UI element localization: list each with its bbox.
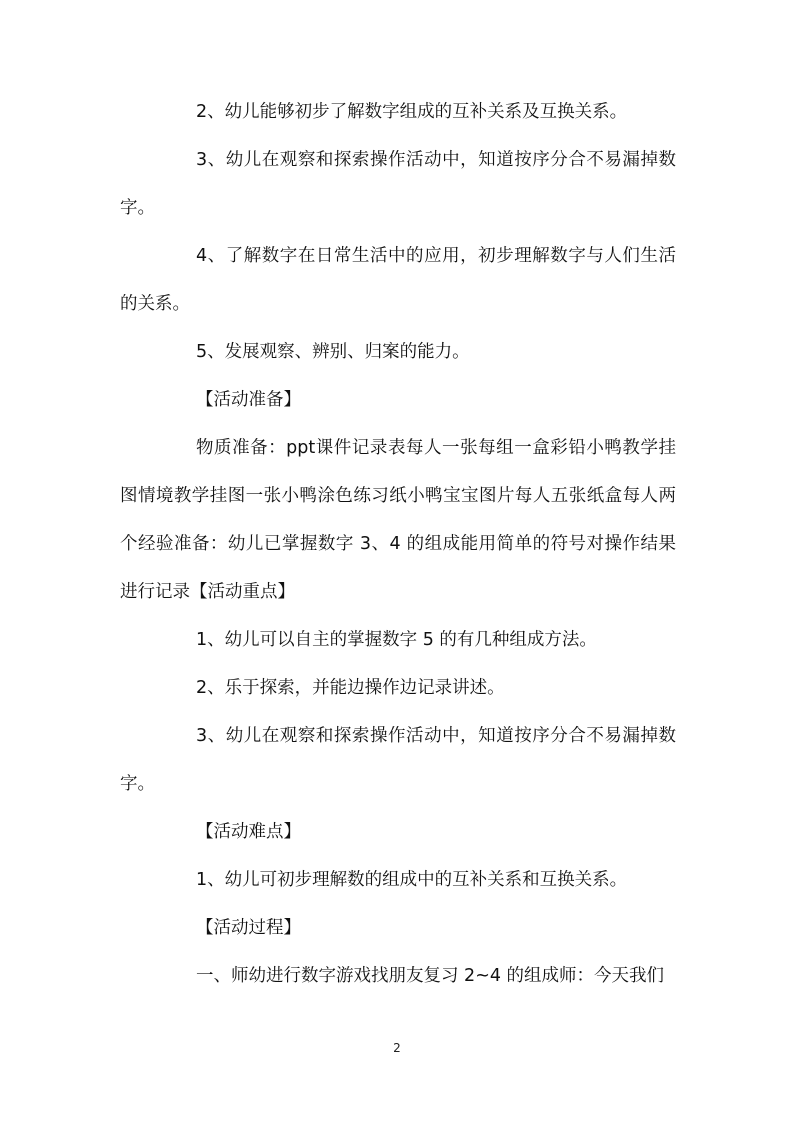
- page-number: 2: [393, 1041, 401, 1055]
- difficulty-item-1: 1、幼儿可初步理解数的组成中的互补关系和互换关系。: [196, 870, 628, 890]
- section-heading-process: 【活动过程】: [196, 918, 301, 938]
- goal-item-2: 2、幼儿能够初步了解数字组成的互补关系及互换关系。: [196, 102, 628, 122]
- section-heading-difficulty: 【活动难点】: [196, 822, 301, 842]
- key-point-item-3: 3、幼儿在观察和探索操作活动中，知道按序分合不易漏掉数字。: [120, 726, 676, 794]
- key-point-item-2: 2、乐于探索，并能边操作边记录讲述。: [196, 678, 505, 698]
- key-point-item-1: 1、幼儿可以自主的掌握数字 5 的有几种组成方法。: [196, 630, 597, 650]
- section-heading-preparation: 【活动准备】: [196, 390, 301, 410]
- goal-item-5: 5、发展观察、辨别、归案的能力。: [196, 342, 470, 362]
- document-body: [120, 88, 676, 1000]
- preparation-paragraph: 物质准备：ppt课件记录表每人一张每组一盒彩铅小鸭教学挂图情境教学挂图一张小鸭涂色练习纸小鸭宝宝图片每人五张纸盒每人两个经验准备：幼儿已掌握数字 3、4 的组成能用简单的符号对操作结果进行记录【活动重点】: [120, 438, 676, 602]
- process-step-1: 一、师幼进行数字游戏找朋友复习 2~4 的组成师：今天我们: [196, 966, 665, 986]
- goal-item-4: 4、了解数字在日常生活中的应用，初步理解数字与人们生活的关系。: [120, 246, 676, 314]
- goal-item-3: 3、幼儿在观察和探索操作活动中，知道按序分合不易漏掉数字。: [120, 150, 676, 218]
